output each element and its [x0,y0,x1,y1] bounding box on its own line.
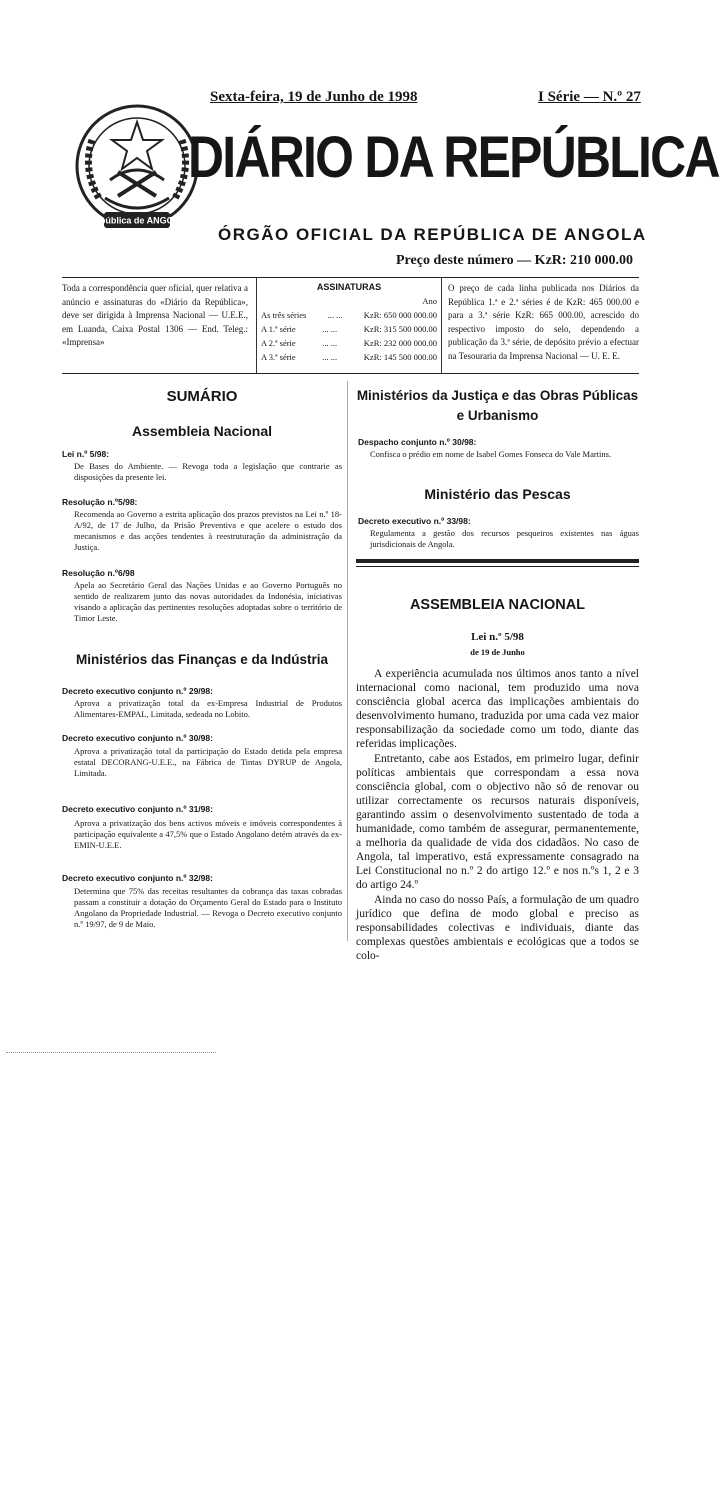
subscription-row [261,337,437,351]
subscription-dots: ... ... [327,310,343,320]
summary-ref: Decreto executivo conjunto n.º 31/98: [62,804,213,814]
masthead-subtitle: ÓRGÃO OFICIAL DA REPÚBLICA DE ANGOLA [218,225,647,244]
subscriptions-title: ASSINATURAS [316,282,382,292]
subscription-row [261,309,437,323]
subscription-label: A 2.ª série [261,338,296,348]
subscription-value: KzR: 145 500 000.00 [363,352,437,362]
subscription-label: A 1.ª série [261,324,296,334]
summary-section-heading: Ministérios das Finanças e da Indústria [75,652,329,667]
subscription-dots: ... ... [322,324,338,334]
line-price-note: O preço de cada linha publicada nos Diários da República 1.ª e 2.ª séries é de KzR: 465 000.00 e para a 3.ª série KzR: 665 000.00, acrescido do respectivo imposto do selo, dependendo a publicação da 3.ª série, de depósito prévio a efectuar na Tesouraria da Imprensa Nacional — U. E. E. [448,283,639,361]
summary-ref: Decreto executivo conjunto n.º 30/98: [62,733,213,743]
subscription-label: As três séries [261,310,307,320]
subscription-row [261,351,437,365]
article-paragraph: Ainda no caso do nosso País, a formulação de um quadro jurídico que defina de modo global e preciso as responsabilidades colectivas e individuais, diante das complexas questões ambientais e ecológicas que a todos se colo- [356,893,639,962]
subscriptions-table [256,278,442,373]
column-divider [347,381,348,941]
summary-desc: De Bases do Ambiente. — Revoga toda a legislação que contrarie as disposições da presente lei. [74,461,342,482]
scan-artifact-line [6,1052,216,1053]
summary-section-heading: Ministério das Pescas [424,486,571,502]
issue-date: Sexta-feira, 19 de Junho de 1998 [210,89,418,105]
summary-desc: Aprova a privatização total da ex-Empresa Industrial de Produtos Alimentares-EMPAL, Limitada, sedeada no Lobito. [74,698,342,719]
summary-desc: Aprova a privatização total da participação do Estado detida pela empresa estatal DECORANG-U.E.E., na Fábrica de Tintas DYRUP de Angola, Limitada. [74,746,342,778]
year-label: Ano [422,296,437,306]
summary-section-heading: Assembleia Nacional [131,423,273,439]
masthead-title: DIÁRIO DA REPÚBLICA [188,125,719,190]
summary-desc: Determina que 75% das receitas resultantes da cobrança das taxas cobradas passam a constituir a dotação do Orçamento Geral do Estado para o Instituto Angolano da Propriedade Industrial. — Revoga o Decreto executivo conjunto n.º 19/97, de 9 de Maio. [74,886,342,929]
law-number: Lei n.º 5/98 [471,631,524,643]
emblem-ribbon-text: República de ANGOLA [88,215,186,226]
subscription-value: KzR: 232 000 000.00 [363,338,437,348]
section-divider [356,559,639,563]
summary-ref: Resolução n.º5/98: [62,497,138,507]
summary-ref: Resolução n.º6/98 [62,568,135,578]
section-divider [356,566,639,567]
summary-ref: Despacho conjunto n.º 30/98: [358,437,477,447]
summary-title: SUMÁRIO [166,388,238,405]
law-date: de 19 de Junho [470,647,525,657]
summary-desc: Regulamenta a gestão dos recursos pesqueiros existentes nas águas jurisdicionais de Angola. [370,528,639,549]
info-box [62,277,639,374]
subscription-row [261,323,437,337]
article-paragraph: A experiência acumulada nos últimos anos tanto a nível internacional como nacional, tem produzido uma nova consciência global acerca das implicações ambientais do desenvolvimento humano, traduzida por uma cada vez maior responsabilização da sociedade como um todo, diante das referidas implicações. [356,668,639,751]
subscription-dots: ... ... [322,352,338,362]
article-paragraph: Entretanto, cabe aos Estados, em primeiro lugar, definir políticas ambientais que correspondam a essa nova consciência global, com o objectivo não só de renovar ou utilizar correctamente os recursos naturais disponíveis, garantindo assim o desenvolvimento sustentado de toda a humanidade, como também de assegurar, permanentemente, a melhoria da qualidade de vida dos cidadãos. No caso de Angola, tal imperativo, está expressamente consagrado na Lei Constitucional no n.º 2 do artigo 12.º e nos n.ºs 1, 2 e 3 do artigo 24.º [356,752,639,892]
correspondence-note: Toda a correspondência quer oficial, quer relativa a anúncio e assinaturas do «Diário da República», deve ser dirigida à Imprensa Nacional — U.E.E., em Luanda, Caixa Postal 1306 — End. Teleg.: «Imprensa» [62,283,248,347]
subscription-value: KzR: 650 000 000.00 [363,310,437,320]
issue-price: Preço deste número — KzR: 210 000.00 [396,253,634,268]
subscription-value: KzR: 315 500 000.00 [363,324,437,334]
summary-desc: Aprova a privatização dos bens activos móveis e imóveis correspondentes à participação equivalente a 47,5% que o Estado Angolano detém através da ex-EMIN-U.E.E. [74,818,342,850]
summary-ref: Lei n.º 5/98: [62,449,110,459]
coat-of-arms-emblem [70,100,205,240]
subscription-dots: ... ... [322,338,338,348]
article-heading: ASSEMBLEIA NACIONAL [409,597,586,613]
summary-desc: Apela ao Secretário Geral das Nações Unidas e ao Governo Português no sentido de realizarem junto das novas autoridades da Indonésia, iniciativas visando a aplicação das pertinentes resoluções adoptadas sobre o território de Timor Leste. [74,580,342,623]
summary-ref: Decreto executivo conjunto n.º 29/98: [62,686,213,696]
article-body [356,667,639,963]
subscription-label: A 3.ª série [261,352,296,362]
summary-desc: Confisca o prédio em nome de Isabel Gomes Fonseca do Vale Martins. [370,449,612,459]
summary-ref: Decreto executivo n.º 33/98: [358,516,471,526]
summary-ref: Decreto executivo conjunto n.º 32/98: [62,873,213,883]
issue-series: I Série — N.º 27 [538,89,641,105]
summary-section-heading: Ministérios da Justiça e das Obras Públicas e Urbanismo [356,388,639,423]
summary-desc: Recomenda ao Governo a estrita aplicação dos prazos previstos na Lei n.º 18-A/92, de 17 de Julho, da Prisão Preventiva e que acelere o estudo dos mecanismos e das acções tendentes à reestruturação da administração da Justiça. [74,509,342,552]
